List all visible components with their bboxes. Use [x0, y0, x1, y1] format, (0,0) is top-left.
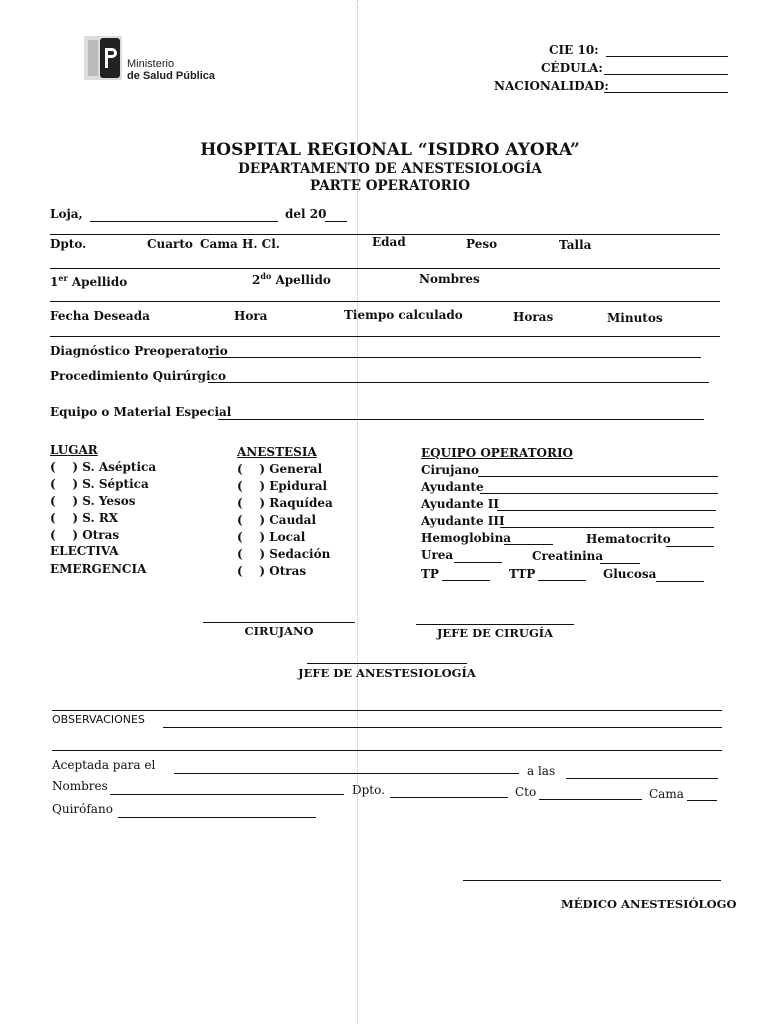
emergencia-label[interactable]: EMERGENCIA — [50, 562, 147, 576]
observaciones-field[interactable] — [163, 727, 722, 728]
nacionalidad-label: NACIONALIDAD: — [494, 79, 609, 93]
anestesia-option-caudal[interactable]: ( ) Caudal — [237, 513, 317, 527]
lugar-option-otras[interactable]: ( ) Otras — [50, 528, 120, 542]
glucosa-field[interactable] — [656, 581, 704, 582]
anestesia-option-local[interactable]: ( ) Local — [237, 530, 306, 544]
medico-anestesiologo-label: MÉDICO ANESTESIÓLOGO — [561, 897, 737, 911]
tp-label: TP — [421, 567, 439, 581]
hora-label: Hora — [234, 309, 268, 323]
edad-label: Edad — [372, 235, 406, 249]
cirujano-signature-line[interactable] — [203, 622, 355, 623]
first-surname-num: 1 — [50, 275, 59, 289]
row-divider — [50, 234, 720, 235]
hemoglobina-label: Hemoglobina — [421, 531, 512, 545]
jefe-cirugia-signature-label: JEFE DE CIRUGÍA — [436, 626, 554, 640]
observaciones-line-top[interactable] — [52, 710, 722, 711]
tiempo-label: Tiempo calculado — [344, 308, 463, 322]
loja-label: Loja, — [50, 207, 83, 221]
horas-label: Horas — [513, 310, 554, 324]
aceptada-field[interactable] — [174, 773, 519, 774]
equipo-material-field[interactable] — [218, 419, 704, 420]
row-divider — [50, 336, 720, 337]
anestesia-option-otras[interactable]: ( ) Otras — [237, 564, 307, 578]
lugar-option-septica[interactable]: ( ) S. Séptica — [50, 477, 149, 491]
cirujano-signature-label: CIRUJANO — [244, 624, 314, 638]
tp-field[interactable] — [442, 580, 490, 581]
ministry-logo-icon — [84, 36, 122, 80]
cuarto-label: Cuarto — [147, 237, 193, 251]
anestesia-title: ANESTESIA — [237, 445, 317, 459]
jefe-anestesiologia-signature-line[interactable] — [307, 663, 467, 664]
aceptada-label: Aceptada para el — [52, 758, 156, 772]
cedula-label: CÉDULA: — [541, 61, 603, 75]
lugar-option-rx[interactable]: ( ) S. RX — [50, 511, 119, 525]
ayudante-label: Ayudante — [421, 480, 484, 494]
second-surname-sup: do — [260, 271, 272, 281]
lugar-title: LUGAR — [50, 443, 98, 457]
diagnostico-label: Diagnóstico Preoperatorio — [50, 344, 228, 358]
department-title: DEPARTAMENTO DE ANESTESIOLOGÍA — [238, 161, 542, 177]
cto-field[interactable] — [539, 799, 642, 800]
creatinina-field[interactable] — [600, 563, 640, 564]
equipo-material-label: Equipo o Material Especial — [50, 405, 232, 419]
cama-label: Cama H. Cl. — [200, 237, 280, 251]
year-field[interactable] — [325, 221, 347, 222]
nombres-bottom-field[interactable] — [110, 794, 344, 795]
cie-label: CIE 10: — [549, 43, 599, 57]
cama-bottom-field[interactable] — [687, 800, 717, 801]
nombres-bottom-label: Nombres — [52, 779, 108, 793]
cto-label: Cto — [515, 785, 537, 799]
fecha-deseada-label: Fecha Deseada — [50, 309, 150, 323]
anestesia-option-raquidea[interactable]: ( ) Raquídea — [237, 496, 333, 510]
cirujano-field[interactable] — [478, 476, 718, 477]
ayudante-2-field[interactable] — [497, 510, 716, 511]
nacionalidad-field[interactable] — [604, 92, 728, 93]
logo-line-2: de Salud Pública — [127, 70, 216, 82]
ayudante-2-label: Ayudante II — [421, 497, 499, 511]
ayudante-3-label: Ayudante III — [421, 514, 505, 528]
ayudante-field[interactable] — [480, 493, 718, 494]
anestesia-option-epidural[interactable]: ( ) Epidural — [237, 479, 328, 493]
nombres-label: Nombres — [419, 272, 480, 286]
creatinina-label: Creatinina — [532, 549, 604, 563]
observaciones-line-bottom[interactable] — [52, 750, 722, 751]
loja-date-field[interactable] — [90, 221, 278, 222]
cirujano-label: Cirujano — [421, 463, 480, 477]
peso-label: Peso — [466, 237, 498, 251]
hematocrito-field[interactable] — [666, 546, 714, 547]
procedimiento-field[interactable] — [208, 382, 709, 383]
minutos-label: Minutos — [607, 311, 663, 325]
a-las-field[interactable] — [566, 778, 718, 779]
hemoglobina-field[interactable] — [504, 544, 553, 545]
hematocrito-label: Hematocrito — [586, 532, 671, 546]
glucosa-label: Glucosa — [603, 567, 657, 581]
row-divider — [50, 301, 720, 302]
procedimiento-label: Procedimiento Quirúrgico — [50, 369, 226, 383]
hospital-title: HOSPITAL REGIONAL “ISIDRO AYORA” — [200, 140, 580, 160]
first-surname-text: Apellido — [67, 275, 128, 289]
cedula-field[interactable] — [604, 74, 728, 75]
lugar-option-aseptica[interactable]: ( ) S. Aséptica — [50, 460, 157, 474]
del-label: del 20 — [285, 207, 327, 221]
dpto-bottom-field[interactable] — [390, 797, 508, 798]
anestesia-option-general[interactable]: ( ) General — [237, 462, 323, 476]
urea-field[interactable] — [454, 562, 502, 563]
logo-line-1: Ministerio — [127, 58, 175, 70]
second-surname-label — [252, 271, 331, 287]
second-surname-num: 2 — [252, 273, 261, 287]
dpto-bottom-label: Dpto. — [352, 783, 385, 797]
row-divider — [50, 268, 720, 269]
urea-label: Urea — [421, 548, 454, 562]
first-surname-sup: er — [58, 273, 68, 283]
electiva-label[interactable]: ELECTIVA — [50, 544, 119, 558]
quirofano-label: Quirófano — [52, 802, 113, 816]
medico-anestesiologo-signature-line[interactable] — [463, 880, 721, 881]
second-surname-text: Apellido — [271, 273, 331, 287]
cie-field[interactable] — [606, 56, 728, 57]
diagnostico-field[interactable] — [208, 357, 701, 358]
talla-label: Talla — [559, 238, 592, 252]
equipo-title: EQUIPO OPERATORIO — [421, 446, 574, 460]
a-las-label: a las — [527, 764, 556, 778]
first-surname-label — [50, 273, 127, 289]
ayudante-3-field[interactable] — [500, 527, 714, 528]
form-title: PARTE OPERATORIO — [310, 178, 470, 194]
anestesia-option-sedacion[interactable]: ( ) Sedación — [237, 547, 331, 561]
cama-bottom-label: Cama — [649, 787, 684, 801]
dpto-label: Dpto. — [50, 237, 87, 251]
ttp-field[interactable] — [538, 580, 586, 581]
jefe-cirugia-signature-line[interactable] — [416, 624, 574, 625]
lugar-option-yesos[interactable]: ( ) S. Yesos — [50, 494, 136, 508]
ttp-label: TTP — [509, 567, 536, 581]
observaciones-label: OBSERVACIONES — [52, 713, 145, 726]
jefe-anestesiologia-signature-label: JEFE DE ANESTESIOLOGÍA — [298, 666, 476, 680]
quirofano-field[interactable] — [118, 817, 316, 818]
